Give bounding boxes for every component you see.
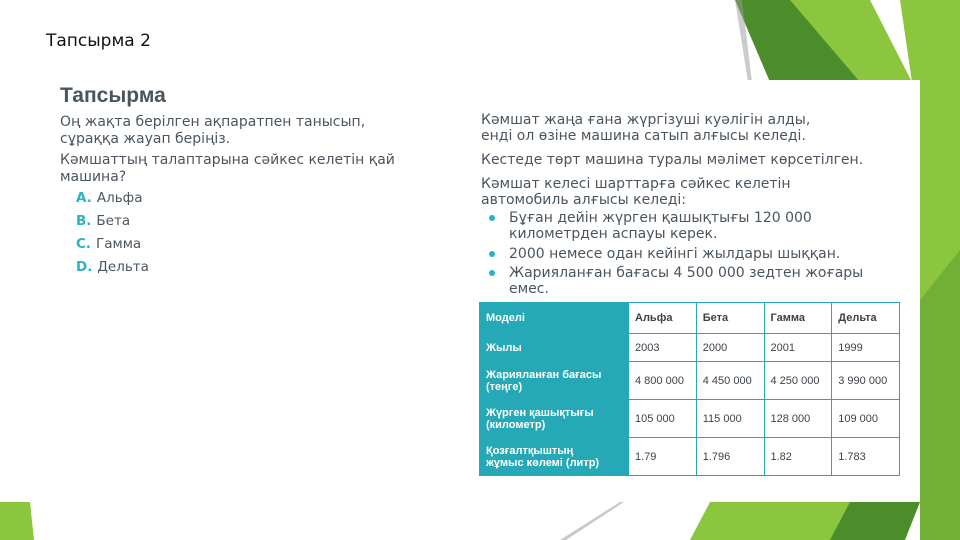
table-cell: 109 000 [832, 400, 900, 438]
table-cell: 1.783 [832, 438, 900, 476]
intro-line: сұраққа жауап беріңіз. [60, 131, 231, 147]
bullet-icon [489, 270, 495, 276]
column-header: Гамма [764, 303, 832, 334]
row-header-line: Жылы [486, 341, 522, 354]
table-cell: 3 990 000 [832, 362, 900, 400]
table-cell: 4 450 000 [696, 362, 764, 400]
bullet-line: 2000 немесе одан кейінгі жылдары шыққан. [509, 246, 841, 262]
row-header-line: (теңге) [486, 380, 523, 393]
option-text: Альфа [96, 190, 143, 206]
row-header [480, 334, 629, 362]
row-header [480, 400, 629, 438]
column-header: Альфа [629, 303, 697, 334]
option-letter: A. [76, 190, 92, 206]
table-cell: 105 000 [629, 400, 697, 438]
info-para-1 [481, 112, 866, 144]
option-letter: B. [76, 213, 92, 229]
info-para-3 [481, 176, 866, 208]
bullet-line: Жарияланған бағасы 4 500 000 зедтен жоғары [509, 265, 864, 281]
option-letter: D. [76, 259, 93, 275]
task-heading: Тапсырма [60, 84, 166, 107]
table-cell: 1999 [832, 334, 900, 362]
table-corner-header: Моделі [480, 303, 629, 334]
option-b[interactable] [76, 213, 130, 229]
table-cell: 1.79 [629, 438, 697, 476]
table-header-row [480, 303, 900, 334]
condition-bullet [489, 210, 869, 242]
task-question [60, 152, 400, 186]
table-cell: 2003 [629, 334, 697, 362]
table-row [480, 334, 900, 362]
table-cell: 1.82 [764, 438, 832, 476]
info-line: енді ол өзіне машина сатып алғысы келеді. [481, 128, 806, 144]
table-cell: 1.796 [696, 438, 764, 476]
row-header-line: жұмыс көлемі (литр) [486, 456, 600, 469]
info-line: Кәмшат келесі шарттарға сәйкес келетін [481, 176, 791, 192]
table-cell: 4 250 000 [764, 362, 832, 400]
column-header: Дельта [832, 303, 900, 334]
row-header [480, 362, 629, 400]
bullet-icon [489, 215, 495, 221]
bullet-line: емес. [509, 281, 549, 297]
option-c[interactable] [76, 236, 141, 252]
table-cell: 2001 [764, 334, 832, 362]
row-header-line: Қозғалтқыштың [486, 444, 574, 457]
table-cell: 4 800 000 [629, 362, 697, 400]
row-header-line: Жүрген қашықтығы [486, 406, 594, 419]
row-header-line: (километр) [486, 418, 546, 431]
slide-title: Тапсырма 2 [46, 31, 151, 51]
question-line: машина? [60, 169, 127, 185]
condition-bullet [489, 265, 869, 297]
bullet-line: Бұған дейін жүрген қашықтығы 120 000 [509, 210, 812, 226]
option-a[interactable] [76, 190, 142, 206]
intro-line: Оң жақта берілген ақпаратпен танысып, [60, 114, 366, 130]
column-header: Бета [696, 303, 764, 334]
info-line: Кәмшат жаңа ғана жүргізуші куәлігін алды, [481, 112, 811, 128]
table-cell: 115 000 [696, 400, 764, 438]
table-row [480, 362, 900, 400]
table-cell: 128 000 [764, 400, 832, 438]
info-line: автомобиль алғысы келеді: [481, 192, 687, 208]
table-row [480, 438, 900, 476]
info-para-2: Кестеде төрт машина туралы мәлімет көрсетілген. [481, 152, 864, 168]
row-header-line: Жарияланған бағасы [486, 368, 602, 381]
bullet-line: километрден аспауы керек. [509, 226, 718, 242]
task-intro [60, 114, 400, 148]
condition-bullet [489, 246, 869, 262]
table-cell: 2000 [696, 334, 764, 362]
option-text: Дельта [97, 259, 149, 275]
option-letter: C. [76, 236, 92, 252]
task-panel [40, 80, 920, 502]
question-line: Кәмшаттың талаптарына сәйкес келетін қай [60, 152, 395, 168]
cars-table [479, 302, 900, 476]
option-text: Бета [96, 213, 131, 229]
option-d[interactable] [76, 259, 149, 275]
row-header [480, 438, 629, 476]
bullet-icon [489, 251, 495, 257]
option-text: Гамма [96, 236, 142, 252]
table-row [480, 400, 900, 438]
